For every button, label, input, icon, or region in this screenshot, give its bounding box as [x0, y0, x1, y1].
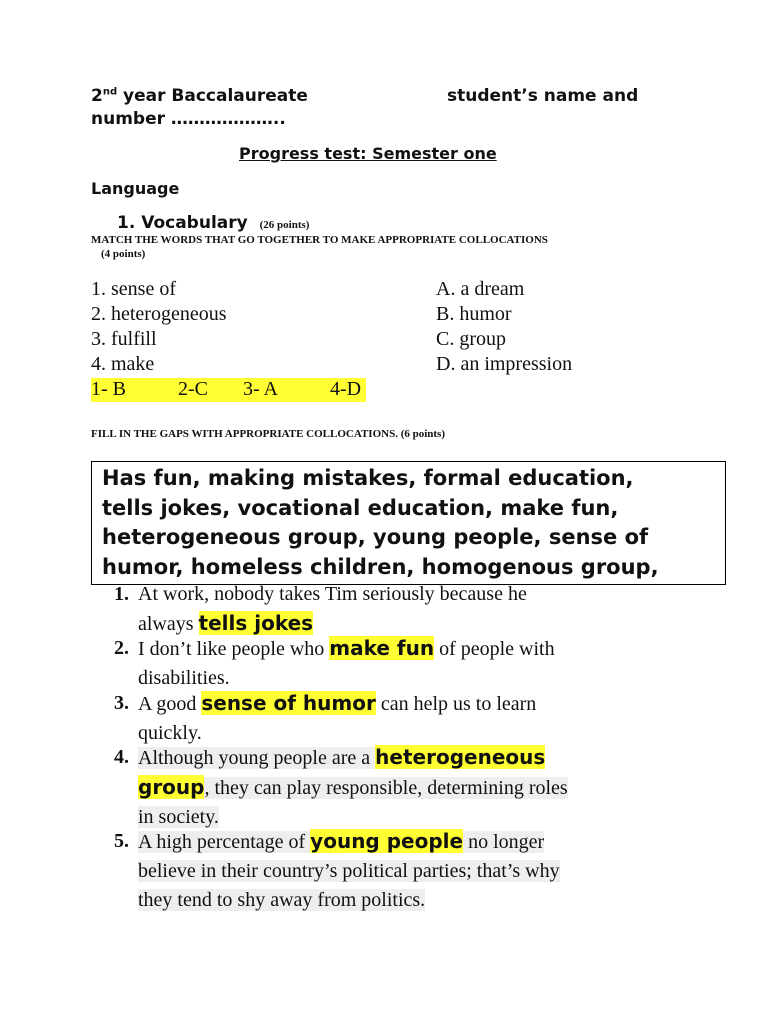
match-left-2: 2. heterogeneous [91, 303, 227, 325]
answer-4: 4-D [330, 378, 362, 400]
match-instruction: MATCH THE WORDS THAT GO TOGETHER TO MAKE APPROPRIATE COLLOCATIONS [91, 234, 548, 246]
word-box-line: Has fun, making mistakes, formal education, [102, 466, 634, 490]
header-year: 2nd year Baccalaureate [91, 86, 308, 106]
answer-tells-jokes: tells jokes [198, 611, 314, 635]
word-box-line: tells jokes, vocational education, make fun, [102, 495, 619, 520]
sentence-1: 1. At work, nobody takes Tim seriously because he always tells jokes [114, 583, 527, 635]
match-right-b: B. humor [436, 303, 512, 325]
answer-3: 3- A [243, 378, 278, 400]
sentence-5: 5. A high percentage of young people no longer believe in their country’s political parties; that’s why they tend to shy away from politics. [114, 829, 560, 911]
answer-heterogeneous: heterogeneous [375, 745, 546, 769]
answer-key [91, 378, 366, 402]
match-right-a: A. a dream [436, 278, 525, 300]
header-number: number ……………….. [91, 109, 286, 129]
fill-instruction: FILL IN THE GAPS WITH APPROPRIATE COLLOCATIONS. (6 points) [91, 428, 446, 440]
answer-young-people: young people [310, 829, 464, 853]
page-title: Progress test: Semester one [239, 144, 497, 163]
match-instruction-points: (4 points) [101, 248, 146, 260]
sentence-3: 3. A good sense of humor can help us to learn quickly. [114, 691, 537, 744]
sentence-4: 4. Although young people are a heterogeneous group, they can play responsible, determining roles in society. [114, 745, 568, 828]
match-right-c: C. group [436, 328, 506, 350]
answer-1: 1- B [91, 378, 126, 400]
match-left-3: 3. fulfill [91, 328, 157, 350]
answer-2: 2-C [178, 378, 208, 400]
word-box-line: humor, homeless children, homogenous group, [102, 554, 659, 579]
answer-sense-of-humor: sense of humor [201, 691, 376, 715]
word-box [91, 461, 726, 585]
answer-make-fun: make fun [329, 636, 435, 660]
match-right-d: D. an impression [436, 353, 573, 375]
answer-group: group [138, 775, 205, 799]
match-left-4: 4. make [91, 353, 155, 375]
word-box-line: heterogeneous group, young people, sense of [102, 525, 649, 549]
sentence-2: 2. I don’t like people who make fun of people with disabilities. [114, 636, 555, 689]
header-student-name: student’s name and [447, 86, 639, 106]
match-left-1: 1. sense of [91, 278, 176, 300]
vocabulary-heading: 1. Vocabulary (26 points) [117, 213, 310, 233]
section-language: Language [91, 179, 180, 198]
